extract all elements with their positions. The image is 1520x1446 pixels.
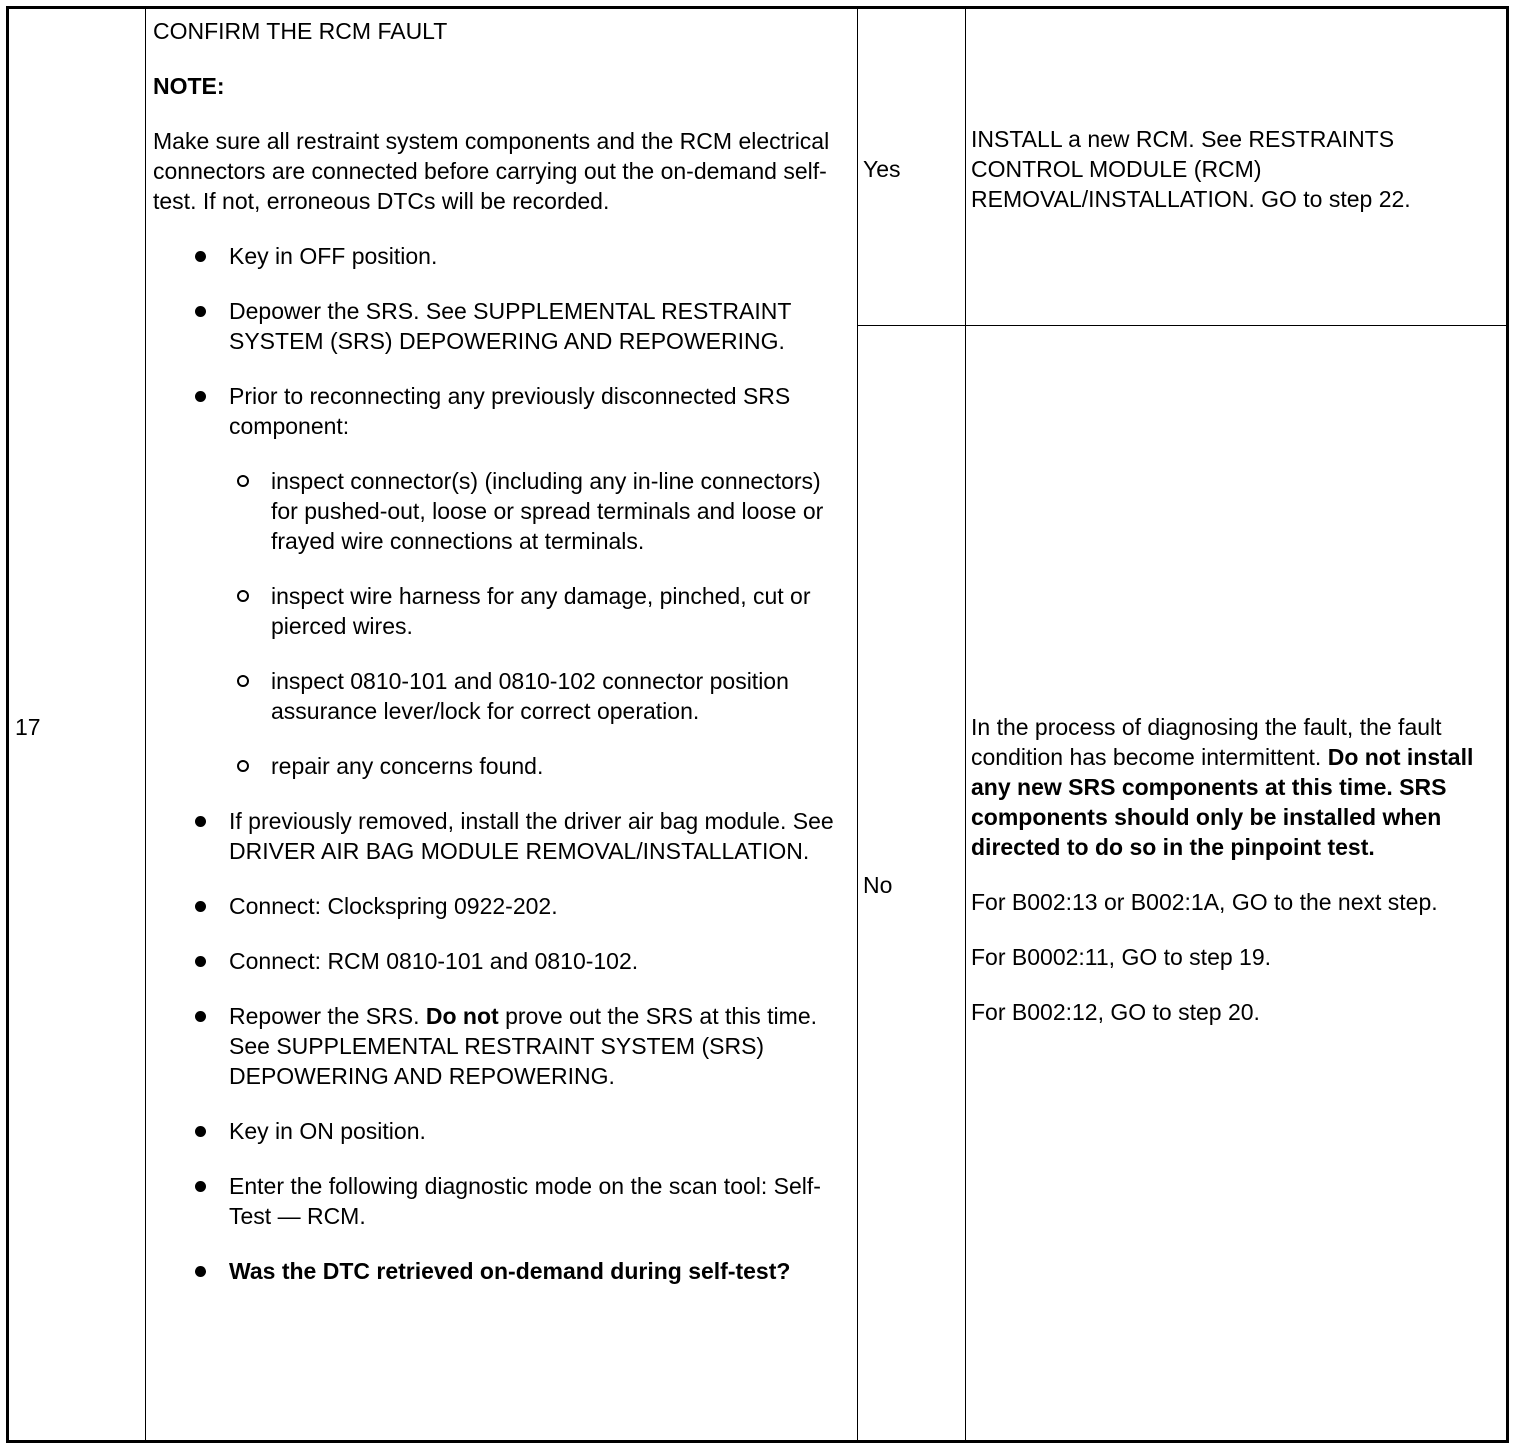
yes-label: Yes [863,156,901,182]
bullet-icon [195,956,206,967]
sub-list-item: inspect connector(s) (including any in-line connectors) for pushed-out, loose or spread terminals and loose or frayed wire connections at terminals. [237,466,843,556]
list-item: Was the DTC retrieved on-demand during self-test? [195,1256,843,1286]
yes-result: INSTALL a new RCM. See RESTRAINTS CONTROL MODULE (RCM) REMOVAL/INSTALLATION. GO to step 22. [971,126,1411,212]
circle-bullet-icon [237,590,249,602]
bullet-icon [195,391,206,402]
bullet-icon [195,816,206,827]
list-item: Repower the SRS. Do not prove out the SRS at this time. See SUPPLEMENTAL RESTRAINT SYSTEM (SRS) DEPOWERING AND REPOWERING. [195,1001,843,1091]
no-label: No [863,872,893,898]
bullet-icon [195,1126,206,1137]
bullet-icon [195,1011,206,1022]
step-heading: CONFIRM THE RCM FAULT [153,18,448,44]
no-result [971,712,1496,1027]
action-cell [153,16,843,1286]
column-divider [145,9,146,1440]
diagnostic-table [6,6,1509,1443]
row-divider [857,325,1506,326]
step-number: 17 [15,714,41,740]
circle-bullet-icon [237,475,249,487]
bullet-icon [195,306,206,317]
list-item: Enter the following diagnostic mode on the scan tool: Self-Test — RCM. [195,1171,843,1231]
sub-list-item: inspect wire harness for any damage, pinched, cut or pierced wires. [237,581,843,641]
bullet-icon [195,901,206,912]
list-item: Connect: RCM 0810-101 and 0810-102. [195,946,843,976]
list-item: Connect: Clockspring 0922-202. [195,891,843,921]
instruction-list [153,241,843,1286]
column-divider [965,9,966,1440]
circle-bullet-icon [237,675,249,687]
list-item: Key in ON position. [195,1116,843,1146]
sub-list-item: inspect 0810-101 and 0810-102 connector position assurance lever/lock for correct operation. [237,666,843,726]
note-text: Make sure all restraint system components and the RCM electrical connectors are connected before carrying out the on-demand self-test. If not, erroneous DTCs will be recorded. [153,128,830,214]
no-result-text: In the process of diagnosing the fault, the fault condition has become intermittent. Do not install any new SRS components at this time. SRS components should only be installed when directed to do so in the pinpoint test. [971,714,1474,860]
note-label: NOTE: [153,73,225,99]
no-result-line: For B002:13 or B002:1A, GO to the next step. [971,889,1438,915]
list-item: Depower the SRS. See SUPPLEMENTAL RESTRAINT SYSTEM (SRS) DEPOWERING AND REPOWERING. [195,296,843,356]
no-result-line: For B0002:11, GO to step 19. [971,944,1272,970]
bullet-icon [195,251,206,262]
no-result-line: For B002:12, GO to step 20. [971,999,1260,1025]
list-item: If previously removed, install the driver air bag module. See DRIVER AIR BAG MODULE REMOVAL/INSTALLATION. [195,806,843,866]
circle-bullet-icon [237,760,249,772]
bullet-icon [195,1266,206,1277]
list-item: Prior to reconnecting any previously disconnected SRS component: [195,381,843,441]
bullet-icon [195,1181,206,1192]
sub-list [195,466,843,781]
column-divider [857,9,858,1440]
sub-list-item: repair any concerns found. [237,751,843,781]
list-item: Key in OFF position. [195,241,843,271]
